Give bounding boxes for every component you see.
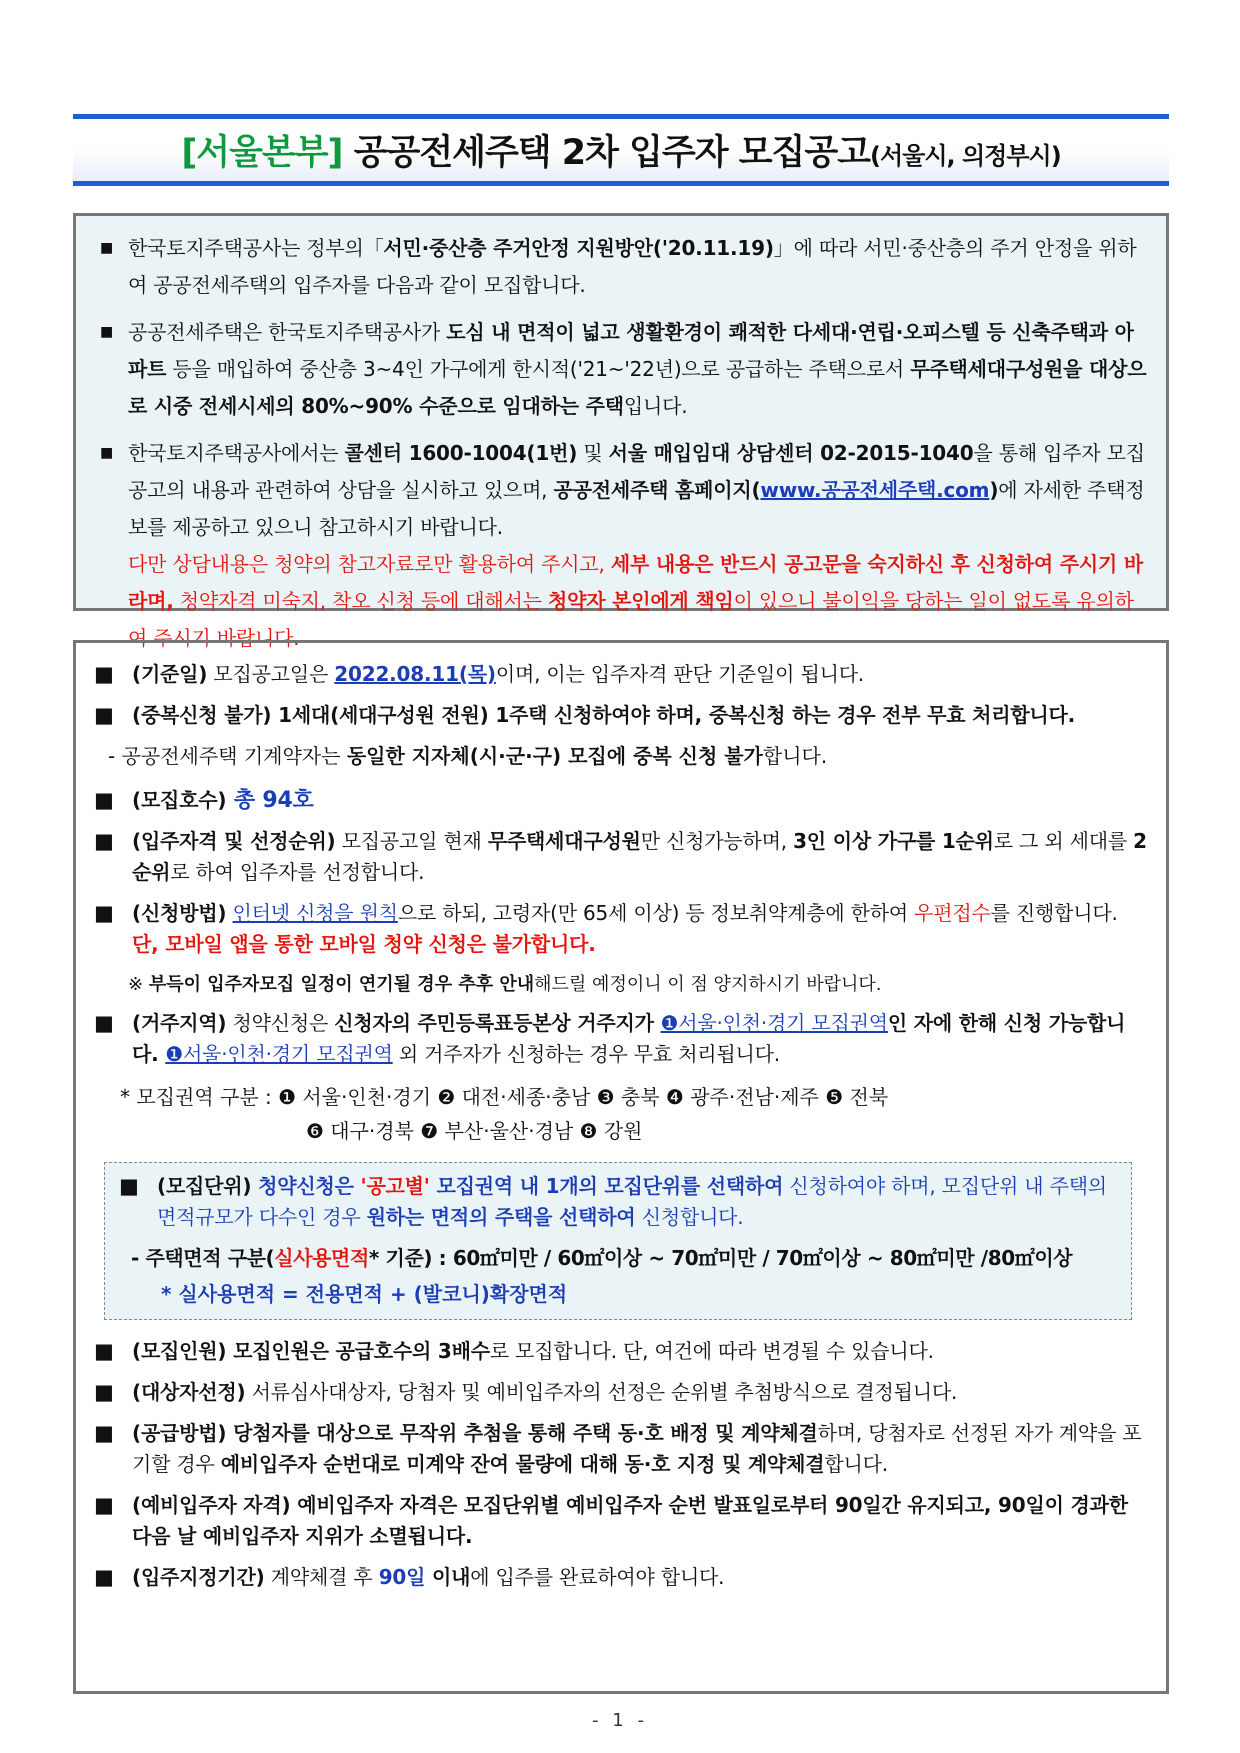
title-subtitle: (서울시, 의정부시) — [869, 142, 1061, 170]
square-bullet-icon: ■ — [94, 901, 114, 925]
item-label: (입주자격 및 선정순위) — [132, 829, 336, 853]
item-label: (거주지역) — [132, 1011, 227, 1035]
item-base-date — [90, 659, 1148, 690]
item-duplicate — [90, 700, 1148, 731]
intro-text: 한국토지주택공사에서는 — [128, 441, 345, 465]
item-text: 신청합니다. — [635, 1205, 744, 1229]
page-title — [181, 125, 1060, 175]
item-text: 계약체결 후 — [264, 1565, 379, 1589]
item-bold: 공급호수의 3배수 — [335, 1339, 490, 1363]
item-bold: 인 자에 한해 신청 가능합니다. — [132, 1011, 1126, 1066]
intro-text: 을 통해 입주자 모집공고의 내용과 관련하여 상담을 실시하고 있으며, — [128, 441, 1145, 502]
item-text: 청약신청은 — [226, 1011, 335, 1035]
item-bold: 무주택세대구성원 — [487, 829, 641, 853]
homepage-link[interactable]: www.공공전세주택.com — [760, 478, 990, 502]
square-bullet-icon: ■ — [94, 1421, 114, 1445]
item-text: 이며, 이는 입주자격 판단 기준일이 됩니다. — [495, 662, 864, 686]
item-text: 모집권역 내 1개의 모집단위를 선택하여 — [429, 1174, 784, 1198]
area-note: * 실사용면적 = 전용면적 + (발코니)확장면적 — [161, 1282, 568, 1306]
item-eligibility — [90, 826, 1148, 888]
warning-text: 이 있으니 불이익을 당하는 일이 없도록 유의하여 주시기 바랍니다. — [128, 589, 1134, 650]
intro-paragraph-1 — [94, 230, 1150, 304]
item-text: 하며, 당첨자로 선정된 자가 계약을 포기할 경우 — [132, 1421, 1142, 1476]
intro-paragraph-3 — [94, 435, 1150, 657]
item-method — [90, 898, 1148, 960]
intro-box — [73, 213, 1169, 650]
item-bold: 이내 — [425, 1565, 471, 1589]
square-bullet-icon: ■ — [94, 829, 114, 853]
item-label: (모집단위) — [157, 1174, 252, 1198]
item-text: - 주택면적 구분( — [131, 1246, 275, 1270]
intro-text: 한국토지주택공사는 정부의「 — [128, 236, 384, 260]
square-bullet-icon: ■ — [94, 1380, 114, 1404]
item-text: 로 그 외 세대를 — [993, 829, 1134, 853]
item-text: 모집공고일은 — [207, 662, 335, 686]
title-banner — [73, 114, 1169, 186]
item-unit — [115, 1171, 1119, 1233]
region-seoul: ❶서울·인천·경기 모집권역 — [660, 1011, 888, 1035]
item-text: 외 거주자가 신청하는 경우 무효 처리됩니다. — [392, 1042, 780, 1066]
region-seoul: ❶서울·인천·경기 모집권역 — [165, 1042, 393, 1066]
item-label: (대상자선정) — [132, 1380, 246, 1404]
total-units: 총 94호 — [226, 788, 314, 813]
square-bullet-icon: ■ — [94, 788, 114, 812]
item-duplicate-sub — [90, 741, 1148, 772]
item-text: 로 하여 입주자를 선정합니다. — [170, 860, 425, 884]
item-text: 청약신청은 — [251, 1174, 361, 1198]
warning-bold: 청약자 본인에게 책임 — [547, 589, 734, 613]
item-label: (신청방법) — [132, 901, 227, 925]
per-announcement: '공고별' — [360, 1174, 430, 1198]
square-bullet-icon: ■ — [100, 445, 114, 461]
square-bullet-icon: ■ — [100, 324, 114, 340]
item-text: 합니다. — [824, 1452, 888, 1476]
item-text: 해드릴 예정이니 이 점 양지하시기 바랍니다. — [534, 974, 882, 995]
item-label: (예비입주자 자격) — [132, 1493, 291, 1517]
intro-bold: 도심 내 면적이 넓고 생활환경이 쾌적한 다세대·연립·오피스텔 등 신축주택과 아파트 — [128, 320, 1134, 381]
item-bold: 당첨자를 대상으로 무작위 추첨을 통해 주택 동·호 배정 및 계약체결 — [226, 1421, 818, 1445]
item-bold: 예비입주자 순번대로 미계약 잔여 물량에 대해 동·호 지정 및 계약체결 — [220, 1452, 825, 1476]
item-selection — [90, 1377, 1148, 1408]
item-text: 서류심사대상자, 당첨자 및 예비입주자의 선정은 순위별 추첨방식으로 결정됩니다. — [245, 1380, 958, 1404]
item-text: 모집공고일 현재 — [335, 829, 488, 853]
square-bullet-icon: ■ — [94, 1565, 114, 1589]
square-bullet-icon: ■ — [94, 662, 114, 686]
move-in-days: 90일 — [378, 1565, 426, 1589]
square-bullet-icon: ■ — [94, 703, 114, 727]
item-bold: 모집인원은 — [226, 1339, 336, 1363]
item-move-in — [90, 1562, 1148, 1593]
item-text: * 기준) : 60㎡미만 / 60㎡이상 ~ 70㎡미만 / 70㎡이상 ~ 80㎡미만 /80㎡이상 — [368, 1246, 1073, 1270]
intro-policy-name: 서민·중산층 주거안정 지원방안('20.11.19) — [383, 236, 774, 260]
note-mark: ※ — [128, 974, 149, 995]
region-list-row: ❻ 대구·경북 ❼ 부산·울산·경남 ❽ 강원 — [306, 1119, 643, 1143]
item-text: 를 진행합니다. — [990, 901, 1118, 925]
item-bold: 부득이 입주자모집 일정이 연기될 경우 추후 안내 — [148, 974, 535, 995]
intro-text: 및 — [577, 441, 609, 465]
main-box — [73, 640, 1169, 1694]
actual-area-label: 실사용면적 — [274, 1246, 369, 1270]
item-residence — [90, 1008, 1148, 1070]
item-supply — [90, 1418, 1148, 1480]
item-label: (입주지정기간) — [132, 1565, 265, 1589]
mail-application: 우편접수 — [914, 901, 991, 925]
online-application: 인터넷 신청을 원칙 — [232, 901, 398, 925]
item-method-note — [90, 970, 1148, 1000]
intro-text: 」에 따라 서민·중산층의 주거 안정을 위하여 공공전세주택의 입주자를 다음과 같이 모집합니다. — [128, 236, 1137, 297]
intro-bold: ) — [989, 478, 999, 502]
call-center-number: 콜센터 1600-1004(1번) — [344, 441, 578, 465]
item-label: (모집인원) — [132, 1339, 227, 1363]
item-text: 원하는 면적의 주택을 선택하여 — [366, 1205, 636, 1229]
square-bullet-icon: ■ — [94, 1493, 114, 1517]
intro-text: 에 자세한 주택정보를 제공하고 있으니 참고하시기 바랍니다. — [128, 478, 1145, 539]
page-number: - 1 - — [592, 1710, 648, 1731]
intro-text: 등을 매입하여 중산층 3~4인 가구에게 한시적('21~'22년)으로 공급하는 주택으로서 — [166, 357, 911, 381]
square-bullet-icon: ■ — [100, 240, 114, 256]
item-text: 만 신청가능하며, — [640, 829, 794, 853]
item-count — [90, 785, 1148, 816]
region-list-row: * 모집권역 구분 : ❶ 서울·인천·경기 ❷ 대전·세종·충남 ❸ 충북 ❹ 광주·전남·제주 ❺ 전북 — [120, 1085, 889, 1109]
item-label: (기준일) — [132, 662, 208, 686]
item-text: 에 입주를 완료하여야 합니다. — [470, 1565, 725, 1589]
item-label: (공급방법) — [132, 1421, 227, 1445]
unit-box — [104, 1162, 1132, 1320]
item-text: 합니다. — [762, 744, 828, 768]
item-text: 로 모집합니다. 단, 여건에 따라 변경될 수 있습니다. — [489, 1339, 934, 1363]
title-main: 공공전세주택 2차 입주자 모집공고 — [342, 133, 870, 173]
item-text: 1세대(세대구성원 전원) 1주택 신청하여야 하며, 중복신청 하는 경우 전부 무효 처리합니다. — [271, 703, 1076, 727]
intro-text: 입니다. — [623, 394, 688, 418]
title-bracket: [서울본부] — [181, 133, 343, 173]
item-bold: 예비입주자 자격은 모집단위별 예비입주자 순번 발표일로부터 90일간 유지되고, 90일이 경과한 다음 날 예비입주자 지위가 소멸됩니다. — [132, 1493, 1128, 1548]
counsel-center-number: 서울 매입임대 상담센터 02-2015-1040 — [608, 441, 974, 465]
area-classification — [115, 1239, 1119, 1277]
intro-text: 공공전세주택은 한국토지주택공사가 — [128, 320, 447, 344]
warning-text: 다만 상담내용은 청약의 참고자료로만 활용하여 주시고, — [128, 552, 611, 576]
item-text: 으로 하되, 고령자(만 65세 이상) 등 정보취약계층에 한하여 — [397, 901, 915, 925]
square-bullet-icon: ■ — [94, 1339, 114, 1363]
item-label: (중복신청 불가) — [132, 703, 272, 727]
mobile-not-allowed: 단, 모바일 앱을 통한 모바일 청약 신청은 불가합니다. — [132, 932, 596, 956]
item-bold: 동일한 지자체(시·군·구) 모집에 중복 신청 불가 — [346, 744, 763, 768]
item-recruit — [90, 1336, 1148, 1367]
warning-text: 청약자격 미숙지, 착오 신청 등에 대해서는 — [173, 589, 548, 613]
announcement-date: 2022.08.11(목) — [334, 662, 496, 686]
item-reserve — [90, 1490, 1148, 1552]
intro-paragraph-2 — [94, 314, 1150, 425]
item-bold: 신청자의 주민등록표등본상 거주지가 — [334, 1011, 661, 1035]
warning-bold: 세부 내용은 반드시 공고문을 숙지하신 후 신청하여 주시기 바라며, — [128, 552, 1143, 613]
item-text: - 공공전세주택 기계약자는 — [108, 744, 347, 768]
item-text: 신청하여야 하며, 모집단위 내 주택의 면적규모가 다수인 경우 — [157, 1174, 1107, 1229]
region-list — [90, 1080, 1148, 1148]
square-bullet-icon: ■ — [119, 1174, 139, 1198]
intro-bold: 무주택세대구성원을 대상으로 시중 전세시세의 80%~90% 수준으로 임대하는 주택 — [128, 357, 1147, 418]
item-label: (모집호수) — [132, 788, 227, 812]
item-bold: 2순위 — [132, 829, 1147, 884]
item-bold: 3인 이상 가구를 1순위 — [793, 829, 994, 853]
square-bullet-icon: ■ — [94, 1011, 114, 1035]
intro-bold: 공공전세주택 홈페이지( — [553, 478, 761, 502]
